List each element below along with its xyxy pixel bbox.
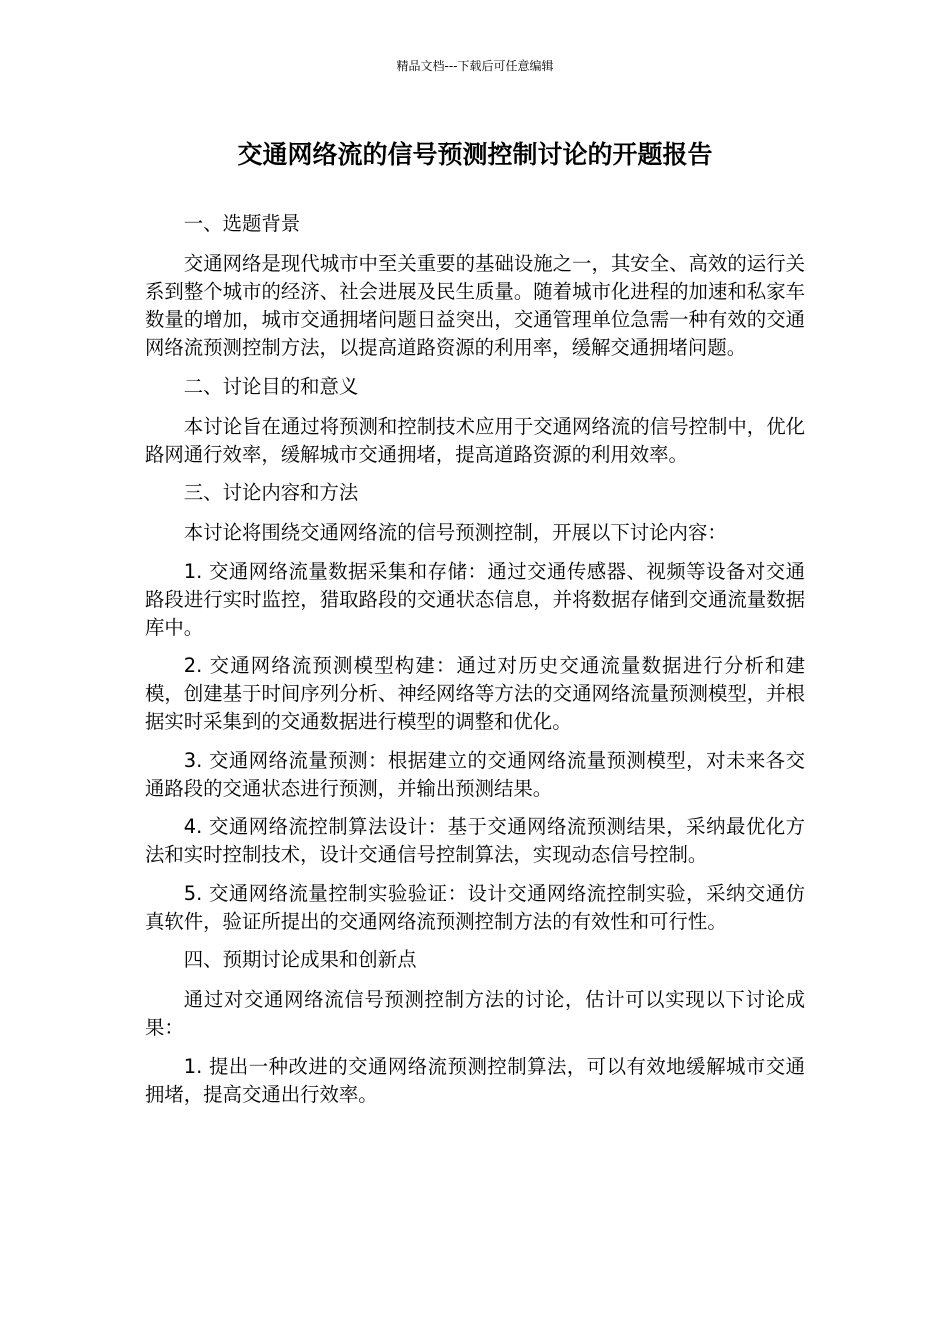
page-header-watermark: 精品文档---下载后可任意编辑 (396, 59, 554, 73)
content-list-item: 1. 交通网络流量数据采集和存储：通过交通传感器、视频等设备对交通路段进行实时监控，猎取路段的交通状态信息，并将数据存储到交通流量数据库中。 (145, 559, 805, 639)
document-title: 交通网络流的信号预测控制讨论的开题报告 (237, 140, 713, 169)
purpose-paragraph: 本讨论旨在通过将预测和控制技术应用于交通网络流的信号控制中，优化路网通行效率，缓解城市交通拥堵，提高道路资源的利用效率。 (145, 414, 805, 466)
section-heading-results: 四、预期讨论成果和创新点 (183, 948, 417, 971)
content-list-item: 3. 交通网络流量预测：根据建立的交通网络流量预测模型，对未来各交通路段的交通状态进行预测，并输出预测结果。 (145, 748, 805, 800)
results-list-item: 1. 提出一种改进的交通网络流预测控制算法，可以有效地缓解城市交通拥堵，提高交通出行效率。 (145, 1054, 805, 1106)
content-list-item: 2. 交通网络流预测模型构建：通过对历史交通流量数据进行分析和建模，创建基于时间序列分析、神经网络等方法的交通网络流量预测模型，并根据实时采集到的交通数据进行模型的调整和优化。 (145, 654, 805, 733)
content-list-item: 4. 交通网络流控制算法设计：基于交通网络流预测结果，采纳最优化方法和实时控制技术，设计交通信号控制算法，实现动态信号控制。 (145, 815, 805, 866)
content-list-item: 5. 交通网络流量控制实验验证：设计交通网络流控制实验，采纳交通仿真软件，验证所提出的交通网络流预测控制方法的有效性和可行性。 (145, 881, 805, 933)
background-paragraph: 交通网络是现代城市中至关重要的基础设施之一，其安全、高效的运行关系到整个城市的经济、社会进展及民生质量。随着城市化进程的加速和私家车数量的增加，城市交通拥堵问题日益突出，交通管理单位急需一种有效的交通网络流预测控制方法，以提高道路资源的利用率，缓解交通拥堵问题。 (145, 252, 805, 359)
content-intro-paragraph: 本讨论将围绕交通网络流的信号预测控制，开展以下讨论内容： (183, 521, 727, 544)
section-heading-content: 三、讨论内容和方法 (183, 481, 359, 504)
section-heading-purpose: 二、讨论目的和意义 (183, 374, 359, 398)
results-intro-paragraph: 通过对交通网络流信号预测控制方法的讨论，估计可以实现以下讨论成果： (145, 988, 805, 1039)
section-heading-background: 一、选题背景 (183, 212, 301, 235)
document-body (145, 210, 805, 1119)
